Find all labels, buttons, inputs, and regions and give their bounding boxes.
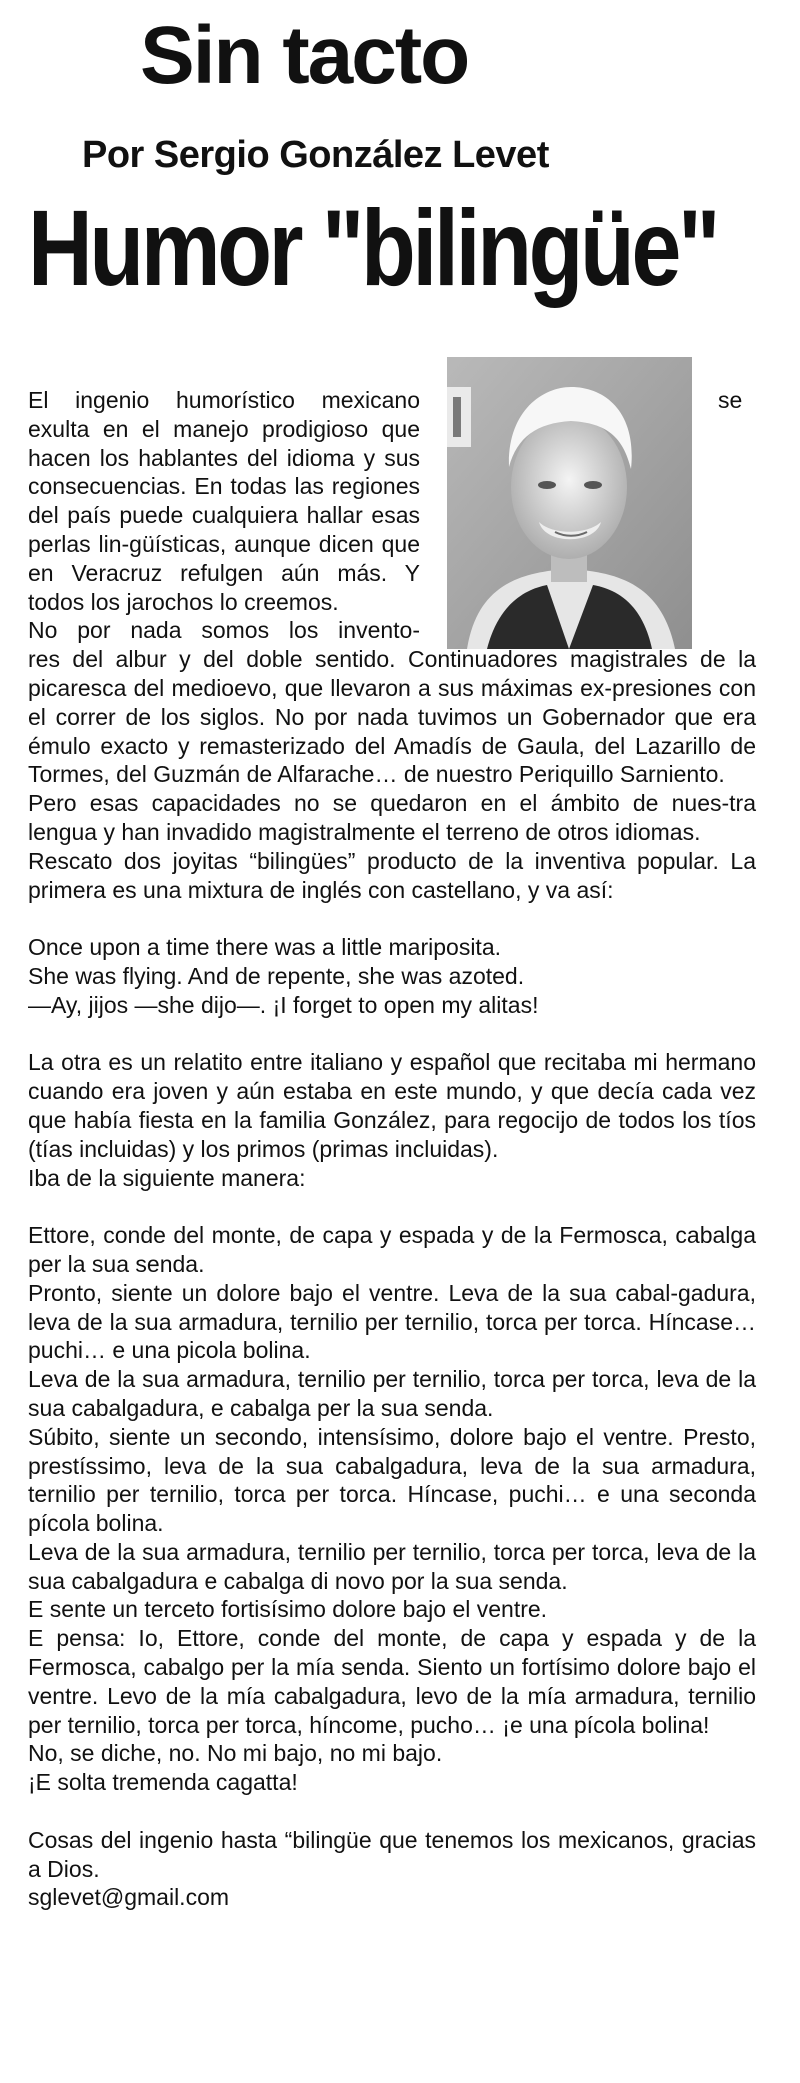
blank-line bbox=[28, 1797, 756, 1826]
story-line: No, se diche, no. No mi bajo, no mi bajo. bbox=[28, 1740, 443, 1767]
author-photo bbox=[447, 357, 692, 649]
poem-line: —Ay, jijos —she dijo—. ¡I forget to open my alitas! bbox=[28, 991, 539, 1018]
paragraph-4: Rescato dos joyitas “bilingües” producto de la inventiva popular. La primera es una mixtura de inglés con castellano, y va así: bbox=[28, 847, 756, 903]
article-body bbox=[28, 645, 756, 1912]
intro-first-line: El ingenio humorístico mexicano bbox=[28, 387, 420, 413]
blank-line bbox=[28, 904, 756, 933]
blank-line bbox=[28, 1020, 756, 1049]
story-line: Súbito, siente un secondo, intensísimo, dolore bajo el ventre. Presto, prestíssimo, leva de la sua cabalgadura, leva de la sua armadura, ternilio per ternilio, torca per torca. Híncase, puchi… e una seconda pícola bolina. bbox=[28, 1423, 756, 1537]
blank-line bbox=[28, 1192, 756, 1221]
author-portrait-icon bbox=[447, 357, 692, 649]
paragraph-2-continued: res del albur y del doble sentido. Continuadores magistrales de la picaresca del medioevo, que llevaron a sus máximas ex-presiones con el correr de los siglos. No por nada tuvimos un Gobernador que era émulo exacto y remasterizado del Amadís de Gaula, del Lazarillo de Tormes, del Guzmán de Alfarache… de nuestro Periquillo Sarniento. bbox=[28, 646, 756, 788]
author-email: sglevet@gmail.com bbox=[28, 1884, 230, 1911]
headline: Humor "bilingüe" bbox=[28, 187, 718, 308]
story-line: Leva de la sua armadura, ternilio per ternilio, torca per torca, leva de la sua cabalgadura, e cabalga per la sua senda. bbox=[28, 1366, 756, 1421]
poem-line: Once upon a time there was a little mariposita. bbox=[28, 934, 502, 961]
intro-first-line-end: se bbox=[718, 387, 743, 413]
byline: Por Sergio González Levet bbox=[82, 134, 549, 176]
paragraph-3: Pero esas capacidades no se quedaron en el ámbito de nues-tra lengua y han invadido magistralmente el terreno de otros idiomas. bbox=[28, 790, 756, 845]
column-title: Sin tacto bbox=[140, 10, 469, 101]
paragraph-5: La otra es un relatito entre italiano y español que recitaba mi hermano cuando era joven y aún estaba en este mundo, y que decía cada vez que había fiesta en la familia González, para regocijo de todos los tíos (tías incluidas) y los primos (primas incluidas). bbox=[28, 1049, 756, 1162]
story-line: E pensa: Io, Ettore, conde del monte, de capa y espada y de la Fermosca, cabalgo per la mía senda. Siento un fortísimo dolore bajo el ventre. Levo de la mía cabalgadura, levo de la mía armadura, ternilio per ternilio, torca per torca, híncome, pucho… ¡e una pícola bolina! bbox=[28, 1625, 756, 1738]
paragraph-6: Iba de la siguiente manera: bbox=[28, 1164, 306, 1191]
intro-paragraph: exulta en el manejo prodigioso que hacen los hablantes del idioma y sus consecuencias. En todas las regiones del país puede cualquiera hallar esas perlas lin-güísticas, aunque dicen que en Veracruz refulgen aún más. Y todos los jarochos lo creemos. bbox=[28, 415, 420, 615]
closing-paragraph: Cosas del ingenio hasta “bilingüe que tenemos los mexicanos, gracias a Dios. bbox=[28, 1826, 756, 1882]
story-line: E sente un terceto fortisísimo dolore bajo el ventre. bbox=[28, 1596, 548, 1623]
paragraph-2-start: No por nada somos los invento- bbox=[28, 617, 420, 644]
story-line: Leva de la sua armadura, ternilio per ternilio, torca per torca, leva de la sua cabalgadura e cabalga di novo por la sua senda. bbox=[28, 1538, 756, 1594]
story-line: ¡E solta tremenda cagatta! bbox=[28, 1769, 298, 1796]
story-line: Pronto, siente un dolore bajo el ventre. Leva de la sua cabal-gadura, leva de la sua armadura, ternilio per ternilio, torca per torca. Híncase… puchi… e una picola bolina. bbox=[28, 1279, 756, 1364]
poem-line: She was flying. And de repente, she was azoted. bbox=[28, 962, 525, 989]
story-line: Ettore, conde del monte, de capa y espada y de la Fermosca, cabalga per la sua senda. bbox=[28, 1222, 756, 1277]
